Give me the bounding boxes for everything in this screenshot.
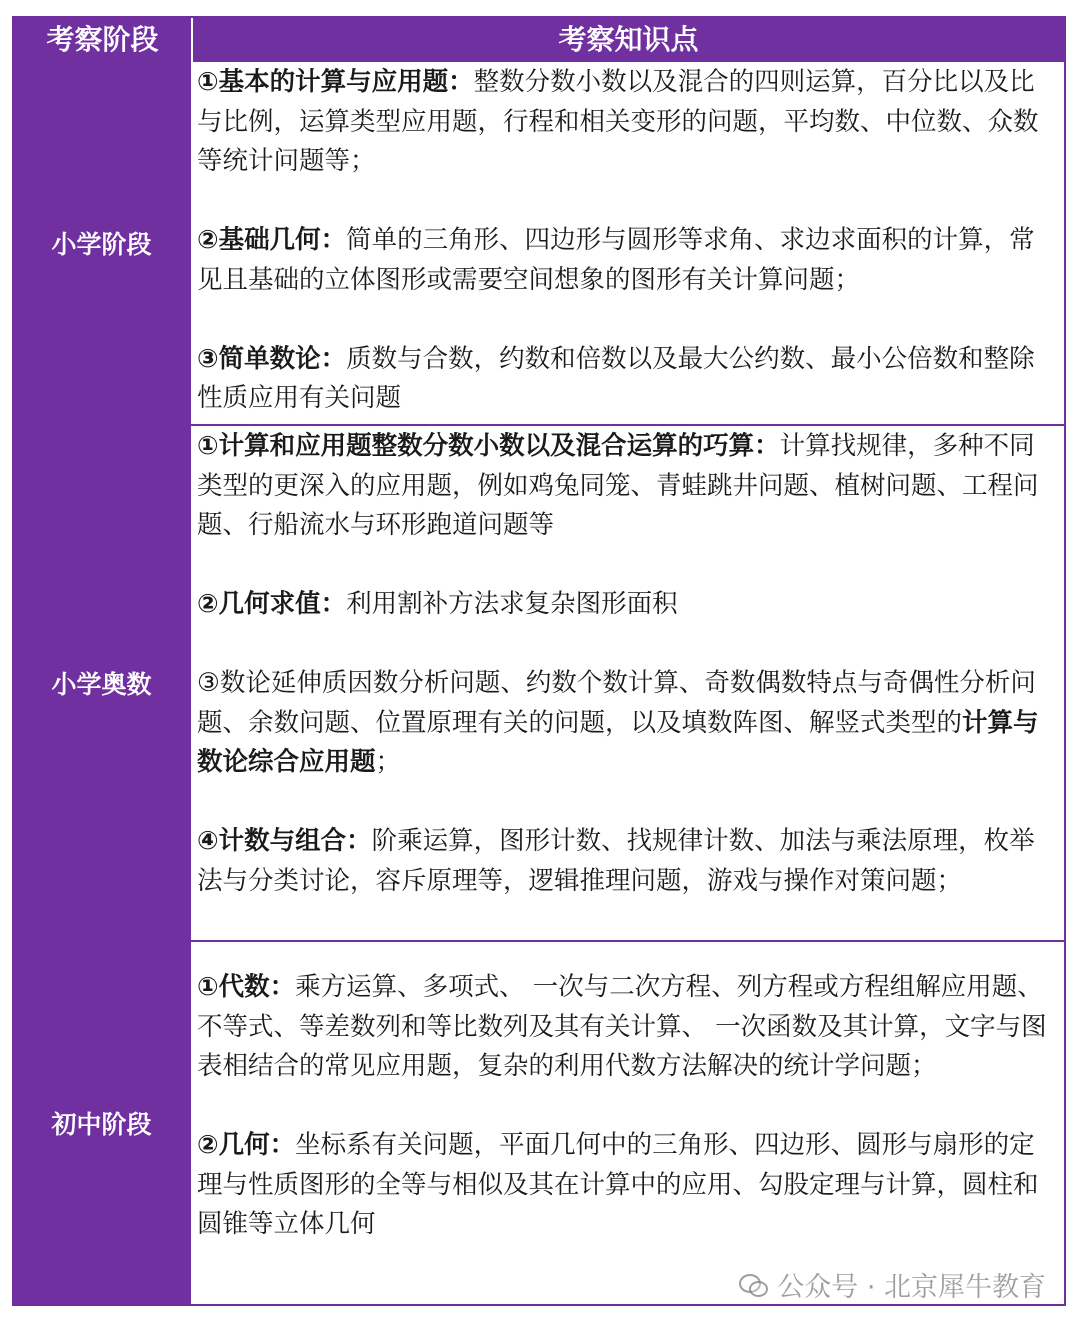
stage-cell: 小学奥数	[14, 426, 191, 940]
knowledge-item	[197, 968, 1060, 1087]
header-stage: 考察阶段	[46, 23, 159, 56]
item-text: 简单的三角形、四边形与圆形等求角、求边求面积的计算，常见且基础的立体图形或需要空间想象的图形有关计算问题；	[197, 225, 1035, 295]
table-row-middle-school	[14, 942, 1064, 1304]
knowledge-table	[12, 16, 1066, 1306]
table-row-primary	[14, 62, 1064, 426]
item-title: ③简单数论：	[197, 343, 347, 374]
knowledge-item	[197, 63, 1060, 182]
item-text: ；	[375, 747, 402, 777]
knowledge-item	[197, 221, 1060, 300]
item-text: 阶乘运算，图形计数、找规律计数、加法与乘法原理，枚举法与分类讨论，容斥原理等，逻辑推理问题，游戏与操作对策问题；	[197, 826, 1035, 896]
item-text: 质数与合数，约数和倍数以及最大公约数、最小公倍数和整除性质应用有关问题	[197, 343, 1035, 413]
knowledge-item	[197, 822, 1060, 901]
item-title: ②几何求值：	[197, 589, 347, 619]
watermark	[739, 1265, 1046, 1304]
item-title: ①计算和应用题整数分数小数以及混合运算的巧算：	[197, 431, 780, 461]
item-text: 整数分数小数以及混合的四则运算，百分比以及比与比例，运算类型应用题，行程和相关变形的问题，平均数、中位数、众数等统计问题等；	[197, 67, 1039, 176]
item-title: ①代数：	[197, 972, 296, 1002]
table-row-olympiad	[14, 426, 1064, 942]
knowledge-item	[197, 664, 1060, 783]
content-cell	[193, 942, 1064, 1304]
item-text: 坐标系有关问题，平面几何中的三角形、四边形、圆形与扇形的定理与性质图形的全等与相似及其在计算中的应用、勾股定理与计算，圆柱和圆锥等立体几何	[197, 1130, 1039, 1239]
watermark-text: 公众号 · 北京犀牛教育	[777, 1272, 1046, 1303]
stage-cell: 小学阶段	[14, 62, 191, 424]
item-title: ④计数与组合：	[197, 826, 372, 856]
content-cell	[193, 426, 1064, 940]
content-cell	[193, 62, 1064, 424]
item-text: 乘方运算、多项式、 一次与二次方程、列方程或方程组解应用题、不等式、等差数列和等比数列及其有关计算、 一次函数及其计算，文字与图表相结合的常见应用题，复杂的利用代数方法解决的统计学问题；	[197, 972, 1047, 1081]
table-header	[14, 18, 1064, 64]
knowledge-item	[197, 585, 1060, 625]
item-text: ③数论延伸质因数分析问题、约数个数计算、奇数偶数特点与奇偶性分析问题、余数问题、位置原理有关的问题，以及填数阵图、解竖式类型的	[197, 668, 1036, 738]
item-title: ②基础几何：	[197, 225, 347, 255]
item-title: ①基本的计算与应用题：	[197, 67, 474, 97]
header-points: 考察知识点	[558, 23, 699, 56]
knowledge-item	[197, 340, 1060, 419]
knowledge-item	[197, 427, 1060, 546]
stage-cell: 初中阶段	[14, 942, 191, 1304]
item-text: 利用割补方法求复杂图形面积	[346, 589, 678, 619]
item-title: 计算与数论综合应用题	[197, 707, 1039, 777]
item-text: 计算找规律，多种不同类型的更深入的应用题，例如鸡兔同笼、青蛙跳井问题、植树问题、工程问题、行船流水与环形跑道问题等	[197, 431, 1039, 540]
item-title: ②几何：	[197, 1130, 296, 1160]
wechat-icon	[739, 1272, 769, 1298]
knowledge-item	[197, 1126, 1060, 1245]
